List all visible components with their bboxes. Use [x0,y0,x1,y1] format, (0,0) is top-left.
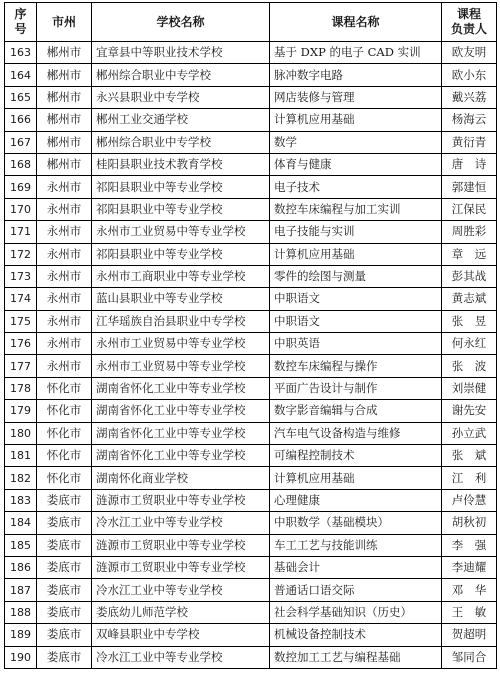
cell-city: 娄底市 [37,512,92,534]
cell-school: 涟源市工贸职业中等专业学校 [92,556,270,578]
header-no [5,3,37,42]
table-row [5,265,497,287]
header-person-line2: 负责人 [450,22,487,36]
cell-course: 数控车床编程与操作 [270,355,442,377]
cell-course: 计算机应用基础 [270,243,442,265]
cell-school: 桂阳县职业技术教育学校 [92,153,270,175]
cell-city: 怀化市 [37,377,92,399]
table-header [5,3,497,42]
table-row [5,512,497,534]
cell-school: 湖南怀化商业学校 [92,467,270,489]
table-row [5,42,497,64]
cell-course: 平面广告设计与制作 [270,377,442,399]
cell-city: 怀化市 [37,467,92,489]
cell-city: 怀化市 [37,422,92,444]
table-row [5,288,497,310]
table-body [5,42,497,669]
cell-school: 宜章县中等职业技术学校 [92,42,270,64]
cell-no: 182 [5,467,37,489]
cell-no: 171 [5,221,37,243]
table-row [5,445,497,467]
cell-school: 冷水江工业中等专业学校 [92,646,270,668]
cell-city: 郴州市 [37,42,92,64]
header-person-line1: 课程 [456,7,481,21]
cell-no: 173 [5,265,37,287]
cell-person: 郭建恒 [442,176,497,198]
table-row [5,131,497,153]
cell-school: 永州市工业贸易中等专业学校 [92,333,270,355]
header-course: 课程名称 [270,3,442,42]
cell-school: 湖南省怀化工业中等专业学校 [92,422,270,444]
cell-course: 车工工艺与技能训练 [270,534,442,556]
cell-school: 祁阳县职业中等专业学校 [92,176,270,198]
header-school: 学校名称 [92,3,270,42]
cell-school: 郴州综合职业中专学校 [92,64,270,86]
cell-person: 李 强 [442,534,497,556]
cell-no: 180 [5,422,37,444]
cell-person: 邹同合 [442,646,497,668]
cell-city: 娄底市 [37,624,92,646]
table-row [5,176,497,198]
cell-no: 187 [5,579,37,601]
cell-person: 黄志斌 [442,288,497,310]
cell-school: 蓝山县职业中等专业学校 [92,288,270,310]
cell-no: 172 [5,243,37,265]
cell-no: 168 [5,153,37,175]
table-row [5,198,497,220]
cell-course: 数学 [270,131,442,153]
cell-course: 脉冲数字电路 [270,64,442,86]
cell-course: 电子技术 [270,176,442,198]
table-row [5,400,497,422]
cell-person: 江保民 [442,198,497,220]
table-row [5,624,497,646]
table-row [5,377,497,399]
cell-school: 永州市工业贸易中等专业学校 [92,221,270,243]
cell-city: 永州市 [37,221,92,243]
cell-course: 数控车床编程与加工实训 [270,198,442,220]
cell-school: 冷水江工业中等专业学校 [92,512,270,534]
cell-no: 186 [5,556,37,578]
cell-course: 计算机应用基础 [270,109,442,131]
cell-school: 涟源市工贸职业中等专业学校 [92,489,270,511]
cell-no: 176 [5,333,37,355]
cell-school: 江华瑶族自治县职业中专学校 [92,310,270,332]
cell-city: 永州市 [37,265,92,287]
cell-person: 张 昱 [442,310,497,332]
cell-city: 郴州市 [37,131,92,153]
cell-school: 永兴县职业中专学校 [92,86,270,108]
cell-person: 欧小东 [442,64,497,86]
cell-city: 郴州市 [37,64,92,86]
cell-course: 可编程控制技术 [270,445,442,467]
cell-no: 189 [5,624,37,646]
cell-city: 娄底市 [37,489,92,511]
cell-person: 贺超明 [442,624,497,646]
cell-course: 普通话口语交际 [270,579,442,601]
cell-no: 185 [5,534,37,556]
cell-no: 163 [5,42,37,64]
cell-school: 冷水江工业中等专业学校 [92,579,270,601]
header-person [442,3,497,42]
cell-city: 郴州市 [37,86,92,108]
cell-city: 永州市 [37,333,92,355]
table-row [5,556,497,578]
cell-course: 社会科学基础知识（历史） [270,601,442,623]
header-no-line1: 序 [14,7,27,21]
cell-city: 永州市 [37,198,92,220]
table-row [5,646,497,668]
cell-no: 166 [5,109,37,131]
cell-no: 184 [5,512,37,534]
table-row [5,109,497,131]
cell-school: 永州市工业贸易中等专业学校 [92,355,270,377]
cell-course: 汽车电气设备构造与维修 [270,422,442,444]
cell-city: 娄底市 [37,556,92,578]
cell-course: 机械设备控制技术 [270,624,442,646]
cell-person: 黄衍青 [442,131,497,153]
cell-person: 杨海云 [442,109,497,131]
cell-course: 数控加工工艺与编程基础 [270,646,442,668]
cell-course: 基于 DXP 的电子 CAD 实训 [270,42,442,64]
cell-city: 怀化市 [37,400,92,422]
cell-course: 中职语文 [270,310,442,332]
cell-person: 李迪耀 [442,556,497,578]
cell-no: 174 [5,288,37,310]
cell-person: 张 波 [442,355,497,377]
cell-no: 183 [5,489,37,511]
table-row [5,333,497,355]
table-row [5,64,497,86]
cell-no: 178 [5,377,37,399]
cell-city: 娄底市 [37,646,92,668]
cell-no: 177 [5,355,37,377]
cell-person: 何永红 [442,333,497,355]
table-row [5,355,497,377]
cell-school: 永州市工商职业中等专业学校 [92,265,270,287]
cell-person: 邓 华 [442,579,497,601]
cell-no: 169 [5,176,37,198]
cell-school: 郴州工业交通学校 [92,109,270,131]
cell-school: 湖南省怀化工业中等专业学校 [92,377,270,399]
cell-course: 电子技能与实训 [270,221,442,243]
cell-course: 网店装修与管理 [270,86,442,108]
cell-course: 数字影音编辑与合成 [270,400,442,422]
cell-school: 湖南省怀化工业中等专业学校 [92,400,270,422]
cell-person: 章 远 [442,243,497,265]
cell-city: 娄底市 [37,579,92,601]
cell-city: 永州市 [37,310,92,332]
cell-city: 郴州市 [37,153,92,175]
cell-course: 心理健康 [270,489,442,511]
cell-city: 娄底市 [37,601,92,623]
cell-person: 张 斌 [442,445,497,467]
table-row [5,579,497,601]
cell-person: 彭其战 [442,265,497,287]
cell-person: 谢先安 [442,400,497,422]
header-city: 市州 [37,3,92,42]
cell-city: 永州市 [37,176,92,198]
cell-no: 190 [5,646,37,668]
cell-no: 170 [5,198,37,220]
cell-school: 祁阳县职业中等专业学校 [92,198,270,220]
table-row [5,601,497,623]
cell-school: 湖南省怀化工业中等专业学校 [92,445,270,467]
cell-no: 181 [5,445,37,467]
table-row [5,534,497,556]
cell-course: 零件的绘图与测量 [270,265,442,287]
cell-no: 188 [5,601,37,623]
cell-person: 周胜彩 [442,221,497,243]
cell-no: 175 [5,310,37,332]
table-row [5,422,497,444]
cell-person: 卢伶慧 [442,489,497,511]
cell-course: 中职语文 [270,288,442,310]
cell-person: 胡秋初 [442,512,497,534]
cell-no: 179 [5,400,37,422]
cell-person: 王 敏 [442,601,497,623]
cell-school: 双峰县职业中专学校 [92,624,270,646]
table-row [5,221,497,243]
table-row [5,489,497,511]
course-table [4,2,497,669]
cell-school: 郴州综合职业中专学校 [92,131,270,153]
cell-city: 永州市 [37,355,92,377]
cell-city: 怀化市 [37,445,92,467]
cell-course: 基础会计 [270,556,442,578]
cell-school: 祁阳县职业中等专业学校 [92,243,270,265]
cell-person: 江 利 [442,467,497,489]
cell-no: 165 [5,86,37,108]
cell-city: 娄底市 [37,534,92,556]
header-row [5,3,497,42]
cell-city: 郴州市 [37,109,92,131]
cell-course: 中职英语 [270,333,442,355]
cell-school: 娄底幼儿师范学校 [92,601,270,623]
header-no-line2: 号 [14,22,27,36]
cell-person: 戴兴荔 [442,86,497,108]
table-row [5,86,497,108]
cell-no: 167 [5,131,37,153]
table-row [5,153,497,175]
cell-no: 164 [5,64,37,86]
cell-school: 涟源市工贸职业中等专业学校 [92,534,270,556]
cell-person: 刘崇健 [442,377,497,399]
cell-person: 欧友明 [442,42,497,64]
cell-course: 体育与健康 [270,153,442,175]
table-row [5,310,497,332]
table-row [5,467,497,489]
cell-city: 永州市 [37,243,92,265]
table-row [5,243,497,265]
cell-person: 孙立武 [442,422,497,444]
cell-city: 永州市 [37,288,92,310]
cell-person: 唐 诗 [442,153,497,175]
cell-course: 计算机应用基础 [270,467,442,489]
cell-course: 中职数学（基础模块） [270,512,442,534]
